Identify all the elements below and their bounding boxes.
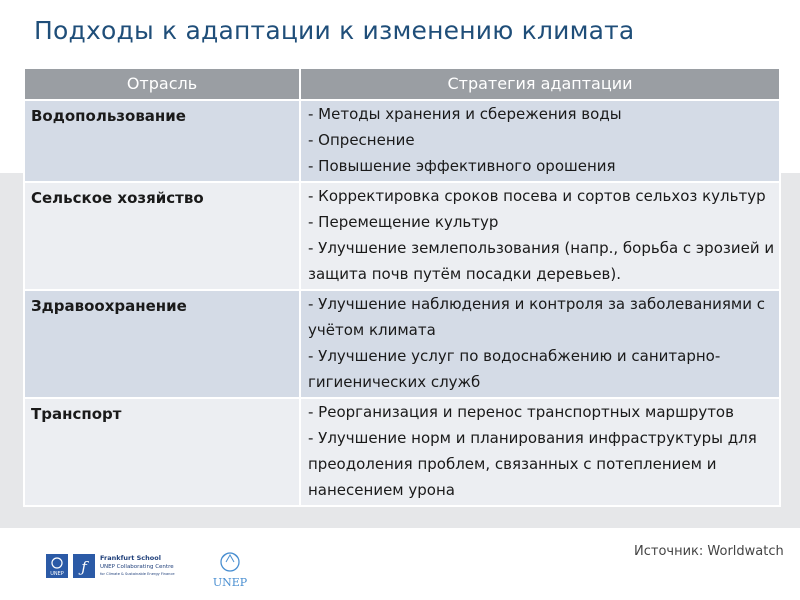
strategy-item: - Реорганизация и перенос транспортных маршрутов xyxy=(308,403,734,421)
svg-text:UNEP: UNEP xyxy=(50,571,64,577)
table-row xyxy=(24,398,780,506)
strategy-item: - Перемещение культур xyxy=(308,213,499,231)
frankfurt-school-logo xyxy=(73,554,175,578)
strategy-cell xyxy=(300,182,780,290)
strategy-item: - Улучшение наблюдения и контроля за заболеваниями с учётом климата xyxy=(308,295,765,339)
table-row xyxy=(24,182,780,290)
strategy-item: - Улучшение норм и планирования инфраструктуры для преодоления проблем, связанных с потеплением и нанесением урона xyxy=(308,429,757,499)
svg-text:Frankfurt School: Frankfurt School xyxy=(100,554,161,562)
footer-logos xyxy=(44,550,264,592)
svg-text:UNEP: UNEP xyxy=(212,576,248,589)
table-row xyxy=(24,290,780,398)
sector-cell: Здравоохранение xyxy=(24,290,300,398)
strategy-cell xyxy=(300,100,780,182)
header-sector: Отрасль xyxy=(24,68,300,100)
unep-logo xyxy=(213,553,248,589)
strategy-item: - Повышение эффективного орошения xyxy=(308,157,616,175)
svg-text:for Climate & Sustainable Ener: for Climate & Sustainable Energy Finance xyxy=(100,572,175,576)
adaptation-table xyxy=(23,67,781,507)
strategy-cell xyxy=(300,290,780,398)
strategy-item: - Опреснение xyxy=(308,131,415,149)
table-row xyxy=(24,100,780,182)
svg-text:UNEP Collaborating Centre: UNEP Collaborating Centre xyxy=(100,564,174,570)
sector-cell: Транспорт xyxy=(24,398,300,506)
strategy-item: - Методы хранения и сбережения воды xyxy=(308,105,622,123)
table-header-row xyxy=(24,68,780,100)
sector-cell: Водопользование xyxy=(24,100,300,182)
header-strategy: Стратегия адаптации xyxy=(300,68,780,100)
strategy-item: - Улучшение услуг по водоснабжению и санитарно-гигиенических служб xyxy=(308,347,721,391)
slide-title: Подходы к адаптации к изменению климата xyxy=(34,16,635,45)
unep-small-logo xyxy=(46,554,68,578)
strategy-item: - Улучшение землепользования (напр., борьба с эрозией и защита почв путём посадки деревьев). xyxy=(308,239,775,283)
sector-cell: Сельское хозяйство xyxy=(24,182,300,290)
strategy-cell xyxy=(300,398,780,506)
source-note: Источник: Worldwatch xyxy=(634,544,784,559)
strategy-item: - Корректировка сроков посева и сортов сельхоз культур xyxy=(308,187,766,205)
svg-text:ƒ: ƒ xyxy=(81,558,87,576)
